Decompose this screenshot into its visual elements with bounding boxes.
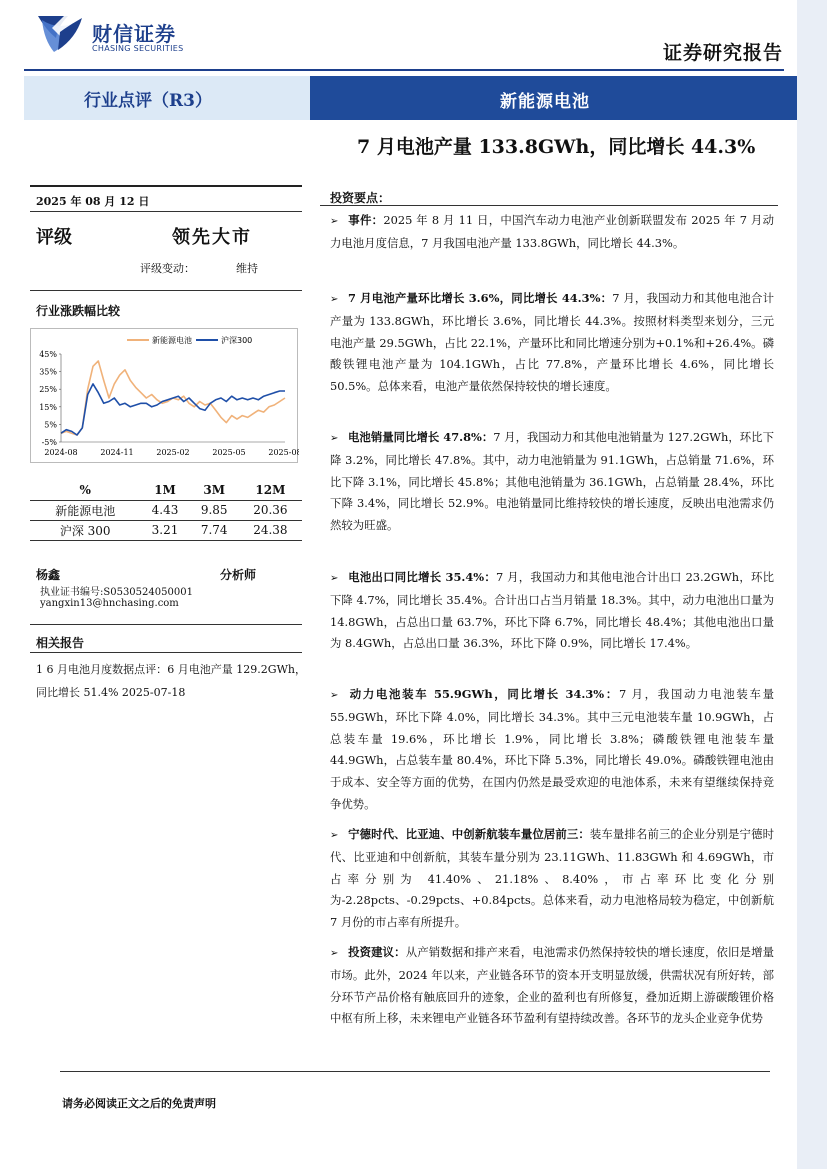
logo-mark-icon [34, 12, 86, 56]
table-cell: 24.38 [253, 523, 288, 537]
x-tick-label: 2024-11 [100, 448, 134, 457]
key-points-rule [320, 205, 778, 206]
paragraph-sales [330, 427, 774, 537]
y-tick-label: 35% [39, 367, 57, 377]
related-report-link[interactable]: 1 6 月电池月度数据点评：6 月电池产量 129.2GWh，同比增长 51.4% 2025-07-18 [36, 663, 306, 699]
date-rule [30, 211, 302, 212]
legend-label-battery: 新能源电池 [152, 336, 192, 345]
footer-disclaimer[interactable]: 请务必阅读正文之后的免责声明 [62, 1097, 216, 1110]
table-cell: 4.43 [151, 503, 179, 517]
table-cell: 7.74 [200, 523, 228, 537]
report-category-band [24, 76, 310, 120]
bullet-arrow-icon: ➢ [330, 433, 339, 444]
paragraph-lead: 事件： [348, 213, 384, 227]
paragraph-lead: 投资建议： [348, 945, 406, 959]
y-tick-label: 15% [39, 402, 57, 412]
footer-rule [60, 1071, 770, 1072]
rating-change-label: 评级变动： [140, 262, 195, 275]
table-cell: 9.85 [200, 503, 228, 517]
analyst-email[interactable]: yangxin13@hnchasing.com [40, 598, 179, 609]
bullet-arrow-icon: ➢ [330, 830, 339, 841]
paragraph-lead: 电池销量同比增长 47.8%： [348, 430, 494, 444]
performance-chart [30, 328, 298, 463]
paragraph-production [330, 288, 774, 398]
key-points-title: 投资要点： [330, 191, 391, 205]
table-cell: 3.21 [151, 523, 179, 537]
table-row [30, 520, 302, 540]
bullet-arrow-icon: ➢ [330, 294, 339, 305]
paragraph-investment [330, 942, 774, 1030]
bullet-arrow-icon: ➢ [330, 216, 339, 227]
paragraph-text: 7 月，我国动力和其他电池合计产量为 133.8GWh，环比增长 3.6%，同比增长 44.3%。按照材料类型来划分，三元电池产量 29.5GWh，占比 22.1%，产量环比和同比增速分别为+0.1%和+26.4%。磷酸铁锂电池产量为 104.1GWh，占比 77.8%，产量环比增长 4.6%，同比增长 50.5%。总体来看，电池产量依然保持较快的增长速度。 [330, 291, 775, 394]
paragraph-text: 从产销数据和排产来看，电池需求仍然保持较快的增长速度，依旧是增量市场。此外，2024 年以来，产业链各环节的资本开支明显放缓，供需状况有所好转，部分环节产品价格有触底回升的迹象，企业的盈利也有所修复，叠加近期上游碳酸锂价格中枢有所上移，未来锂电产业链各环节盈利有望持续改善。各环节的龙头企业竞争优势 [330, 945, 774, 1026]
y-tick-label: 5% [44, 420, 57, 430]
paragraph-installation [330, 684, 774, 816]
related-section-title: 相关报告 [36, 636, 85, 650]
report-headline: 7 月电池产量 133.8GWh，同比增长 44.3% [357, 136, 756, 158]
paragraph-event [330, 210, 774, 255]
right-margin-stripe [797, 0, 827, 1169]
table-cell: 新能源电池 [55, 503, 116, 518]
table-cell: 20.36 [253, 503, 288, 517]
paragraph-lead: 电池出口同比增长 35.4%： [348, 570, 497, 584]
y-tick-label: -5% [41, 438, 57, 447]
table-header: 12M [255, 482, 286, 497]
paragraph-lead: 动力电池装车 55.9GWh，同比增长 34.3%： [348, 687, 619, 701]
x-tick-label: 2025-08 [268, 448, 299, 457]
perf-section-rule [30, 290, 302, 291]
analyst-name: 杨鑫 [36, 568, 61, 582]
sidebar-top-rule [30, 185, 302, 187]
company-logo [34, 12, 204, 58]
chart-legend [127, 335, 252, 345]
table-row [30, 500, 302, 520]
series-line-hs300 [61, 384, 285, 435]
paragraph-text: 2025 年 8 月 11 日，中国汽车动力电池产业创新联盟发布 2025 年 7 月动力电池月度信息，7 月我国电池产量 133.8GWh，同比增长 44.3%。 [330, 213, 774, 250]
related-section-rule [30, 624, 302, 625]
paragraph-text: 7 月，我国动力和其他电池销量为 127.2GWh，环比下降 3.2%，同比增长 47.8%。其中，动力电池销量为 91.1GWh，占总销量 71.6%，环比下降 3.1%，同比增长 45.8%；其他电池销量为 36.1GWh，占总销量 28.4%，环比下降 3.4%，同比增长 52.9%。电池销量同比维持较快的增长速度，反映出电池需求仍然较为旺盛。 [330, 430, 774, 533]
legend-label-hs300: 沪深300 [221, 336, 253, 345]
table-header: 1M [154, 482, 176, 497]
paragraph-lead: 7 月电池产量环比增长 3.6%，同比增长 44.3%： [348, 291, 613, 305]
report-date: 2025 年 08 月 12 日 [36, 195, 150, 208]
performance-chart-svg [31, 329, 299, 464]
report-type-title: 证券研究报告 [662, 42, 783, 64]
industry-label: 新能源电池 [500, 92, 590, 112]
y-tick-label: 25% [39, 385, 57, 395]
table-header-row [30, 480, 302, 500]
table-header: 3M [203, 482, 225, 497]
report-category-label: 行业点评（R3） [84, 91, 212, 111]
paragraph-text: 7 月，我国动力和其他电池合计出口 23.2GWh，环比下降 4.7%，同比增长 35.4%。合计出口占当月销量 18.3%。其中，动力电池出口量为 14.8GWh，占总出口量 63.7%，环比下降 6.7%，同比增长 48.4%；其他电池出口量为 8.4GWh，占总出口量 36.3%，环比下降 0.9%，同比增长 17.4%。 [330, 570, 774, 651]
perf-section-title: 行业涨跌幅比较 [36, 304, 121, 318]
logo-name-en: CHASING SECURITIES [92, 44, 184, 53]
paragraph-lead: 宁德时代、比亚迪、中创新航装车量位居前三： [348, 827, 590, 841]
paragraph-market-share [330, 824, 774, 934]
x-tick-label: 2025-02 [156, 448, 190, 457]
paragraph-text: 7 月，我国动力电池装车量 55.9GWh，环比下降 4.0%，同比增长 34.3%。其中三元电池装车量 10.9GWh，占总装车量 19.6%，环比增长 1.9%，同比增长 3.8%；磷酸铁锂电池装车量 44.9GWh，占总装车量 80.4%，环比下降 5.3%，同比增长 49.0%。磷酸铁锂电池由于成本、安全等方面的优势，在国内仍然是最受欢迎的电池体系，未来有望继续保持竞争优势。 [330, 687, 774, 811]
industry-band [310, 76, 797, 120]
table-cell: 沪深 300 [59, 523, 111, 538]
rating-label: 评级 [36, 227, 72, 248]
performance-table [30, 480, 302, 541]
paragraph-text: 装车量排名前三的企业分别是宁德时代、比亚迪和中创新航，其装车量分别为 23.11GWh、11.83GWh 和 4.69GWh，市占率分别为 41.40%、21.18%、8.40%，市占率环比变化分别为-2.28pcts、-0.29pcts、+0.84pcts。总体来看，动力电池格局较为稳定，中创新航 7 月份的市占率有所提升。 [330, 827, 774, 930]
analyst-cert: 执业证书编号:S0530524050001 [40, 587, 193, 598]
paragraph-export [330, 567, 774, 655]
table-header: % [79, 482, 91, 497]
bullet-arrow-icon: ➢ [330, 948, 339, 959]
rating-value: 领先大市 [172, 227, 252, 248]
logo-name-cn: 财信证券 [92, 22, 176, 46]
related-title-rule [30, 652, 302, 653]
y-tick-label: 45% [39, 350, 57, 359]
analyst-title: 分析师 [220, 568, 257, 582]
x-tick-label: 2025-05 [212, 448, 246, 457]
rating-change-value: 维持 [236, 262, 258, 275]
header-divider [24, 69, 784, 71]
bullet-arrow-icon: ➢ [330, 573, 339, 584]
bullet-arrow-icon: ➢ [330, 690, 339, 701]
x-tick-label: 2024-08 [44, 448, 78, 457]
